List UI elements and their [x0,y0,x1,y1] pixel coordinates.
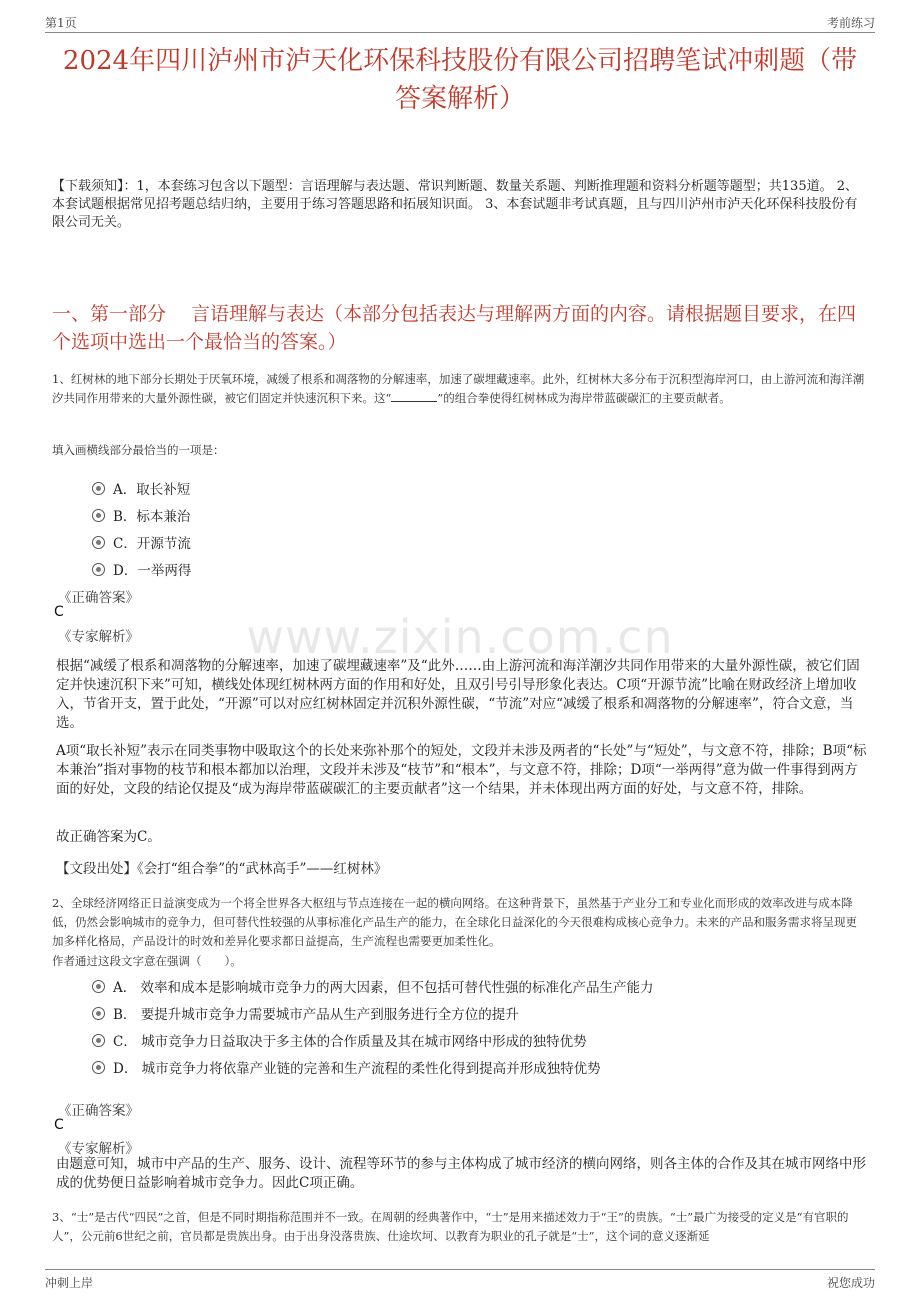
radio-icon[interactable] [92,536,105,549]
question-2-stem: 2、全球经济网络正日益演变成为一个将全世界各大枢纽与节点连接在一起的横向网络。在这种背景下，虽然基于产业分工和专业化而形成的效率改进与成本降低，仍然会影响城市的竞争力，但可替代性较强的从事标准化产品生产的能力，在全球化日益深化的今天很难构成核心竞争力。未来的产品和服务需求将呈现更加多样化格局，产品设计的时效和差异化要求都日益提高，生产流程也需要更加柔性化。 [52,896,857,948]
analysis-label-q1: 《专家解析》 [58,629,139,645]
answer-q2: C [54,1117,64,1133]
option-q1-d[interactable]: D．一举两得 [92,559,191,579]
radio-icon[interactable] [92,980,105,993]
option-q2-d[interactable]: D． 城市竞争力将依靠产业链的完善和生产流程的柔性化得到提高并形成独特优势 [92,1057,601,1077]
download-notice: 【下载须知】：1，本套练习包含以下题型：言语理解与表达题、常识判断题、数量关系题、判断推理题和资料分析题等题型；共135道。 2、本套试题根据常见招考题总结归纳，主要用于练习答题思路和拓展知识面。 3、本套试题非考试真题，且与四川泸州市泸天化环保科技股份有限公司无关。 [52,179,858,230]
page-number: 第1页 [45,16,77,30]
footer-right: 祝您成功 [826,1276,875,1290]
page-footer [45,1269,875,1292]
option-q2-a[interactable]: A． 效率和成本是影响城市竞争力的两大因素，但不包括可替代性强的标准化产品生产能力 [92,976,654,996]
radio-icon[interactable] [92,509,105,522]
question-1-prompt: 填入画横线部分最恰当的一项是： [52,443,225,457]
page-header [45,10,875,33]
question-1-stem-after: ”的组合拳使得红树林成为海岸带蓝碳碳汇的主要贡献者。 [437,391,731,405]
analysis-q1-source: 【文段出处】《会打“组合拳”的“武林高手”——红树林》 [56,861,388,877]
footer-left: 冲刺上岸 [45,1276,94,1290]
option-q2-c[interactable]: C． 城市竞争力日益取决于多主体的合作质量及其在城市网络中形成的独特优势 [92,1030,587,1050]
document-title: 2024年四川泸州市泸天化环保科技股份有限公司招聘笔试冲刺题（带答案解析） [62,46,858,114]
question-2-prompt: 作者通过这段文字意在强调（ ）。 [52,954,242,968]
analysis-q2: 由题意可知，城市中产品的生产、服务、设计、流程等环节的参与主体构成了城市经济的横向网络，则各主体的合作及其在城市网络中形成的优势便日益影响着城市竞争力。因此C项正确。 [56,1156,866,1191]
analysis-q1-p2: A项“取长补短”表示在同类事物中吸取这个的长处来弥补那个的短处，文段并未涉及两者的“长处”与“短处”，与文意不符，排除；B项“标本兼治”指对事物的枝节和根本都加以治理，文段并未涉及“枝节”和“根本”，与文意不符，排除；D项“一举两得”意为做一件事得到两方面的好处，文段的结论仅提及“成为海岸带蓝碳碳汇的主要贡献者”这一个结果，并未体现出两方面的好处，与文意不符，排除。 [56,743,867,797]
answer-label-q1: 《正确答案》 [58,590,139,606]
watermark: www.zixin.com.cn [246,610,674,664]
answer-q1: C [54,604,64,620]
question-1-stem-before: 1、红树林的地下部分长期处于厌氧环境，减缓了根系和凋落物的分解速率，加速了碳埋藏速率。此外，红树林大多分布于沉积型海岸河口，由上游河流和海洋潮汐共同作用带来的大量外源性碳，被它们固定并快速沉积下来。这“ [52,372,865,405]
radio-icon[interactable] [92,1034,105,1047]
option-q1-a[interactable]: A．取长补短 [92,478,190,498]
fill-blank [391,391,437,402]
header-tag: 考前练习 [826,16,875,30]
radio-icon[interactable] [92,1007,105,1020]
option-q2-b[interactable]: B． 要提升城市竞争力需要城市产品从生产到服务进行全方位的提升 [92,1003,519,1023]
analysis-label-q2: 《专家解析》 [58,1141,139,1157]
option-q1-b[interactable]: B．标本兼治 [92,505,190,525]
option-q1-c[interactable]: C．开源节流 [92,532,191,552]
analysis-q1-p1: 根据“减缓了根系和凋落物的分解速率，加速了碳埋藏速率”及“此外……由上游河流和海洋潮汐共同作用带来的大量外源性碳，被它们固定并快速沉积下来”可知，横线处体现红树林两方面的作用和好处，且双引号引导形象化表达。C项“开源节流”比喻在财政经济上增加收入，节省开支，置于此处，“开源”可以对应红树林固定并沉积外源性碳，“节流”对应“减缓了根系和凋落物的分解速率”，符合文意，当选。 [56,658,860,731]
question-3-stem: 3、“士”是古代“四民”之首，但是不同时期指称范围并不一致。在周朝的经典著作中，“士”是用来描述效力于“王”的贵族。“士”最广为接受的定义是“有官职的人”，公元前6世纪之前，官员都是贵族出身。由于出身没落贵族、仕途坎坷、以教育为职业的孔子就是“士”，这个词的意义逐渐延 [52,1210,849,1243]
question-1-stem [52,370,868,408]
radio-icon[interactable] [92,563,105,576]
analysis-q1-conclusion: 故正确答案为C。 [56,829,161,845]
answer-label-q2: 《正确答案》 [58,1103,139,1119]
section-heading: 一、第一部分 言语理解与表达（本部分包括表达与理解两方面的内容。请根据题目要求，在四个选项中选出一个最恰当的答案。） [52,303,857,353]
radio-icon[interactable] [92,482,105,495]
radio-icon[interactable] [92,1061,105,1074]
